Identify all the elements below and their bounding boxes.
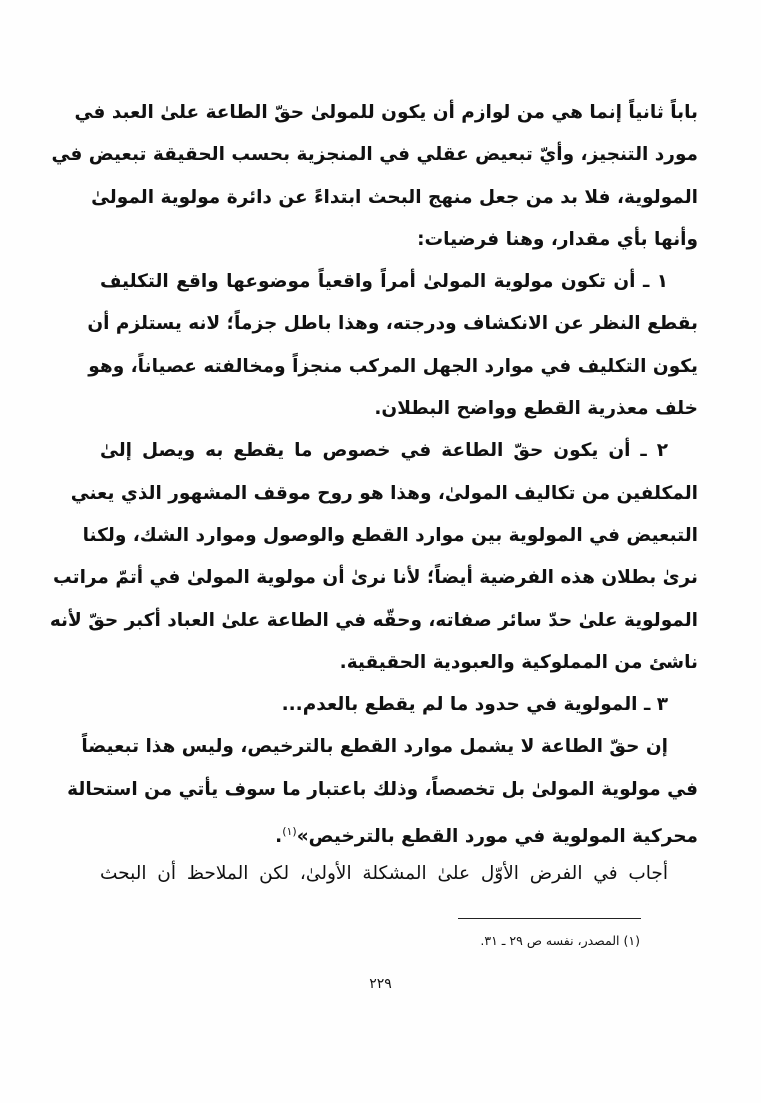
footnote: (١) المصدر، نفسه ص ٢٩ ـ ٣١. — [480, 933, 640, 948]
footnote-divider — [458, 918, 641, 919]
text-line: ١ ـ أن تكون مولوية المولىٰ أمراً واقعياً موضوعها واقع التكليف — [100, 271, 668, 293]
text-line: أجاب في الفرض الأوّل علىٰ المشكلة الأولىٰ، لكن الملاحظ أن البحث — [100, 863, 668, 885]
text-line: في مولوية المولىٰ بل تخصصاً، وذلك باعتبار ما سوف يأتي من استحالة — [67, 778, 698, 800]
text-line: باباً ثانياً إنما هي من لوازم أن يكون للمولىٰ حقّ الطاعة علىٰ العبد في — [74, 102, 698, 123]
text-line: مورد التنجيز، وأيّ تبعيض عقلي في المنجزية بحسب الحقيقة تبعيض في — [51, 144, 698, 166]
text-line: بقطع النظر عن الانكشاف ودرجته، وهذا باطل جزماً؛ لانه يستلزم أن — [87, 313, 698, 335]
text-line: ناشئ من المملوكية والعبودية الحقيقية. — [339, 651, 698, 673]
text-line: المولوية، فلا بد من جعل منهج البحث ابتداءً عن دائرة مولوية المولىٰ — [91, 186, 698, 208]
text-line: المكلفين من تكاليف المولىٰ، وهذا هو روح موقف المشهور الذي يعني — [70, 482, 698, 504]
text-line: نرىٰ بطلان هذه الفرضية أيضاً؛ لأنا نرىٰ أن مولوية المولىٰ في أتمّ مراتب — [53, 567, 698, 589]
text-line: يكون التكليف في موارد الجهل المركب منجزاً ومخالفته عصياناً، وهو — [88, 355, 698, 377]
footnote-reference[interactable]: (١) — [282, 825, 297, 839]
text-line: خلف معذرية القطع وواضح البطلان. — [374, 398, 698, 420]
text-line: إن حقّ الطاعة لا يشمل موارد القطع بالترخيص، وليس هذا تبعيضاً — [81, 736, 668, 758]
text-line — [100, 811, 698, 853]
line-end-punctuation: . — [275, 826, 283, 848]
body-text — [49, 92, 698, 896]
text-line: التبعيض في المولوية بين موارد القطع والوصول وموارد الشك، ولكنا — [82, 524, 698, 546]
text-line: المولوية علىٰ حدّ سائر صفاته، وحقّه في الطاعة علىٰ العباد أكبر حقّ لأنه — [49, 609, 698, 631]
text-line: ٢ ـ أن يكون حقّ الطاعة في خصوص ما يقطع به ويصل إلىٰ — [100, 440, 668, 462]
text-line: وأنها بأي مقدار، وهنا فرضيات: — [417, 228, 698, 250]
text-line: ٣ ـ المولوية في حدود ما لم يقطع بالعدم... — [281, 694, 668, 716]
text-line-content: محركية المولوية في مورد القطع بالترخيص» — [296, 826, 698, 848]
page-number: ٢٢٩ — [369, 976, 392, 992]
